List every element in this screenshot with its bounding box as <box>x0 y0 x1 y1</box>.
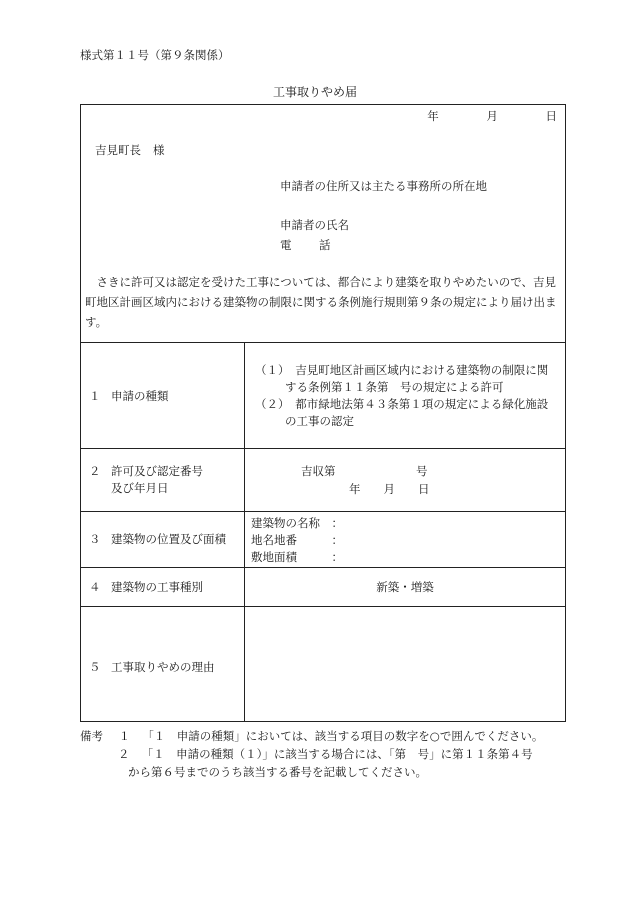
row-construction-type <box>81 568 565 607</box>
note-2-text-continued: から第６号までのうち該当する番号を記載してください。 <box>128 765 427 779</box>
option-1-line-2: する条例第１１条第 号の規定による許可 <box>285 380 504 394</box>
notes-heading: 備考 <box>80 729 103 743</box>
header-section <box>81 105 565 343</box>
row-label-cell <box>81 568 245 606</box>
row-label <box>89 388 169 404</box>
row-label-cell <box>81 449 245 511</box>
month-label: 月 <box>486 109 498 123</box>
note-number: ２ <box>118 747 130 761</box>
form-number: 様式第１１号（第９条関係） <box>80 48 230 62</box>
addressee-name: 吉見町長 <box>95 143 141 157</box>
row-label-text: 建築物の工事種別 <box>111 580 203 594</box>
permit-number: 吉収第 号 <box>301 464 428 478</box>
permit-date: 年 月 日 <box>349 482 430 496</box>
note-1-text: 「１ 申請の種類」においては、該当する項目の数字を○で囲んでください。 <box>142 729 544 743</box>
application-options <box>255 362 555 430</box>
phone-label: 電 話 <box>280 238 339 252</box>
note-number: １ <box>118 729 131 743</box>
construction-type-value: 新築・増築 <box>376 580 434 594</box>
row-label-text: 申請の種類 <box>111 389 169 403</box>
option-1-line-1: （１） 吉見町地区計画区域内における建築物の制限に関 <box>255 363 549 377</box>
applicant-address-label: 申請者の住所又は主たる事務所の所在地 <box>280 179 487 193</box>
addressee <box>95 142 165 158</box>
note-2-text: 「１ 申請の種類（１）」に該当する場合には、「第 号」に第１１条第４号 <box>141 747 533 761</box>
row-value-cell <box>245 568 565 606</box>
form-title: 工事取りやめ届 <box>272 85 357 99</box>
addressee-honorific: 様 <box>153 143 165 157</box>
row-value-cell <box>245 343 565 448</box>
row-value-cell <box>245 449 565 511</box>
row-value-cell <box>245 512 565 567</box>
row-permit-number <box>81 449 565 512</box>
form-frame <box>80 104 566 722</box>
day-label: 日 <box>545 109 557 123</box>
site-area-field: 敷地面積 ： <box>251 550 343 564</box>
row-label <box>89 579 203 595</box>
row-application-type <box>81 343 565 449</box>
row-number: ３ <box>89 532 101 546</box>
option-1 <box>255 362 555 396</box>
date-line <box>405 108 557 124</box>
year-label: 年 <box>427 109 439 123</box>
row-label <box>89 659 215 675</box>
row-number: １ <box>89 389 101 403</box>
reason-entry-cell[interactable] <box>245 607 565 721</box>
row-location-area <box>81 512 565 568</box>
lot-number-field: 地名地番 ： <box>251 533 343 547</box>
row-label-cell <box>81 343 245 448</box>
row-label-text-2: 及び年月日 <box>111 481 169 495</box>
row-label-text: 建築物の位置及び面積 <box>111 532 226 546</box>
option-2 <box>255 396 555 430</box>
notes <box>80 727 620 781</box>
row-label-text: 工事取りやめの理由 <box>111 660 215 674</box>
row-label-cell <box>81 607 245 721</box>
row-label-cell <box>81 512 245 567</box>
option-2-line-1: （２） 都市緑地法第４３条第１項の規定による緑化施設 <box>255 397 549 411</box>
location-fields <box>251 515 343 566</box>
row-label <box>89 531 226 547</box>
row-number: ４ <box>89 580 101 594</box>
row-number: ２ <box>89 464 101 478</box>
row-cancellation-reason <box>81 607 565 721</box>
row-number: ５ <box>89 660 101 674</box>
applicant-name-label: 申請者の氏名 <box>280 218 349 232</box>
option-2-line-2: の工事の認定 <box>285 414 354 428</box>
row-label-text: 許可及び認定番号 <box>111 464 203 478</box>
building-name-field: 建築物の名称 ： <box>251 516 343 530</box>
notification-text: さきに許可又は認定を受けた工事については、都合により建築を取りやめたいので、吉見町地区計画区域内における建築物の制限に関する条例施行規則第９条の規定により届け出ます。 <box>85 275 557 329</box>
row-label <box>89 463 203 497</box>
